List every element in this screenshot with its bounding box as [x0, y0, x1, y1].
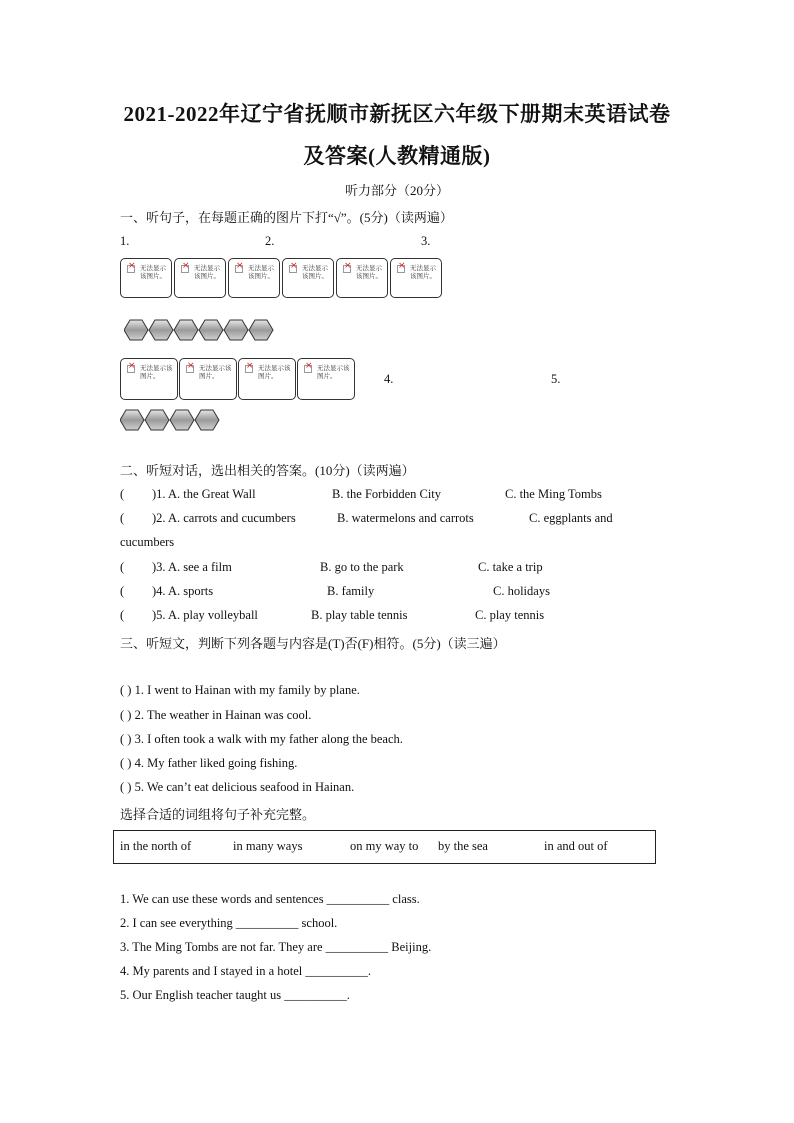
broken-image-icon — [289, 265, 297, 273]
broken-image — [120, 258, 172, 298]
option-a: )2. A. carrots and cucumbers — [152, 511, 296, 525]
true-false-item: ( ) 3. I often took a walk with my father along the beach. — [120, 732, 403, 746]
broken-image — [238, 358, 296, 400]
true-false-item: ( ) 4. My father liked going fishing. — [120, 756, 298, 770]
exam-title-line2: 及答案(人教精通版) — [303, 144, 491, 168]
hexagon-shape — [249, 320, 273, 340]
broken-image-text: 无法显示该图片。 — [302, 264, 328, 280]
hexagon-shape — [149, 320, 173, 340]
section3-heading: 三、听短文，判断下列各题与内容是(T)否(F)相符。(5分)（读三遍） — [120, 636, 506, 651]
option-c: C. the Ming Tombs — [505, 487, 602, 501]
question-number-3: 3. — [421, 234, 431, 248]
hexagon-shape — [174, 320, 198, 340]
section4-heading: 选择合适的词组将句子补充完整。 — [120, 807, 316, 822]
option-a: )4. A. sports — [152, 584, 214, 598]
answer-paren: ( — [120, 487, 125, 501]
broken-image-icon — [186, 365, 194, 373]
broken-image — [174, 258, 226, 298]
option-b: B. watermelons and carrots — [337, 511, 474, 525]
broken-image-text: 无法显示该图片。 — [140, 364, 173, 380]
option-a: )5. A. play volleyball — [152, 608, 258, 622]
hexagon-shape — [124, 320, 148, 340]
option-b: B. the Forbidden City — [332, 487, 442, 501]
question-number-2: 2. — [265, 234, 275, 248]
broken-image-icon — [304, 365, 312, 373]
section1-heading: 一、听句子，在每题正确的图片下打“√”。(5分)（读两遍） — [120, 210, 453, 225]
broken-image-text: 无法显示该图片。 — [317, 364, 350, 380]
fill-blank-item: 5. Our English teacher taught us __________. — [120, 988, 350, 1002]
broken-image-text: 无法显示该图片。 — [140, 264, 166, 280]
hexagon-shape — [145, 410, 169, 430]
word-bank-item: in the north of — [120, 839, 192, 853]
broken-image-icon — [127, 365, 135, 373]
option-c-continued: cucumbers — [120, 535, 175, 549]
broken-image-icon — [343, 265, 351, 273]
answer-paren: ( — [120, 560, 125, 574]
fill-blank-item: 4. My parents and I stayed in a hotel __________. — [120, 964, 371, 978]
listening-section-header: 听力部分（20分） — [344, 183, 449, 198]
word-bank-item: in many ways — [233, 839, 303, 853]
broken-image-icon — [397, 265, 405, 273]
hexagon-shape — [170, 410, 194, 430]
question-number-5: 5. — [551, 372, 561, 386]
true-false-item: ( ) 1. I went to Hainan with my family by plane. — [120, 683, 360, 697]
broken-image — [228, 258, 280, 298]
option-c: C. play tennis — [475, 608, 545, 622]
fill-blank-item: 2. I can see everything __________ school. — [120, 916, 338, 930]
exam-title-line1: 2021-2022年辽宁省抚顺市新抚区六年级下册期末英语试卷 — [123, 102, 671, 126]
option-a: )1. A. the Great Wall — [152, 487, 256, 501]
question-number-1: 1. — [120, 234, 130, 248]
broken-image-text: 无法显示该图片。 — [410, 264, 436, 280]
section2-heading: 二、听短对话，选出相关的答案。(10分)（读两遍） — [120, 463, 415, 478]
hexagon-shape — [120, 410, 144, 430]
broken-image-text: 无法显示该图片。 — [194, 264, 220, 280]
option-c: C. eggplants and — [529, 511, 613, 525]
answer-hexagons-row-2 — [120, 408, 222, 432]
true-false-item: ( ) 5. We can’t eat delicious seafood in Hainan. — [120, 780, 355, 794]
broken-image-icon — [181, 265, 189, 273]
broken-image — [336, 258, 388, 298]
broken-image — [179, 358, 237, 400]
broken-image — [390, 258, 442, 298]
word-bank-item: on my way to — [350, 839, 419, 853]
hexagon-shape — [224, 320, 248, 340]
broken-image-icon — [245, 365, 253, 373]
broken-image — [282, 258, 334, 298]
fill-blank-item: 3. The Ming Tombs are not far. They are __________ Beijing. — [120, 940, 432, 954]
hexagon-shape — [195, 410, 219, 430]
option-b: B. play table tennis — [311, 608, 408, 622]
answer-paren: ( — [120, 511, 125, 525]
answer-paren: ( — [120, 608, 125, 622]
answer-hexagons-row-1 — [124, 318, 276, 342]
hexagon-shape — [199, 320, 223, 340]
broken-image-text: 无法显示该图片。 — [199, 364, 232, 380]
broken-image-text: 无法显示该图片。 — [356, 264, 382, 280]
broken-image-icon — [235, 265, 243, 273]
word-bank-item: by the sea — [438, 839, 488, 853]
option-b: B. go to the park — [320, 560, 404, 574]
word-bank-box — [113, 830, 656, 864]
broken-image-text: 无法显示该图片。 — [248, 264, 274, 280]
word-bank-item: in and out of — [544, 839, 608, 853]
broken-image — [120, 358, 178, 400]
option-c: C. take a trip — [478, 560, 543, 574]
fill-blank-item: 1. We can use these words and sentences __________ class. — [120, 892, 420, 906]
true-false-item: ( ) 2. The weather in Hainan was cool. — [120, 708, 312, 722]
option-c: C. holidays — [493, 584, 550, 598]
broken-image-text: 无法显示该图片。 — [258, 364, 291, 380]
option-b: B. family — [327, 584, 375, 598]
question-number-4: 4. — [384, 372, 394, 386]
broken-image — [297, 358, 355, 400]
broken-image-icon — [127, 265, 135, 273]
option-a: )3. A. see a film — [152, 560, 232, 574]
answer-paren: ( — [120, 584, 125, 598]
